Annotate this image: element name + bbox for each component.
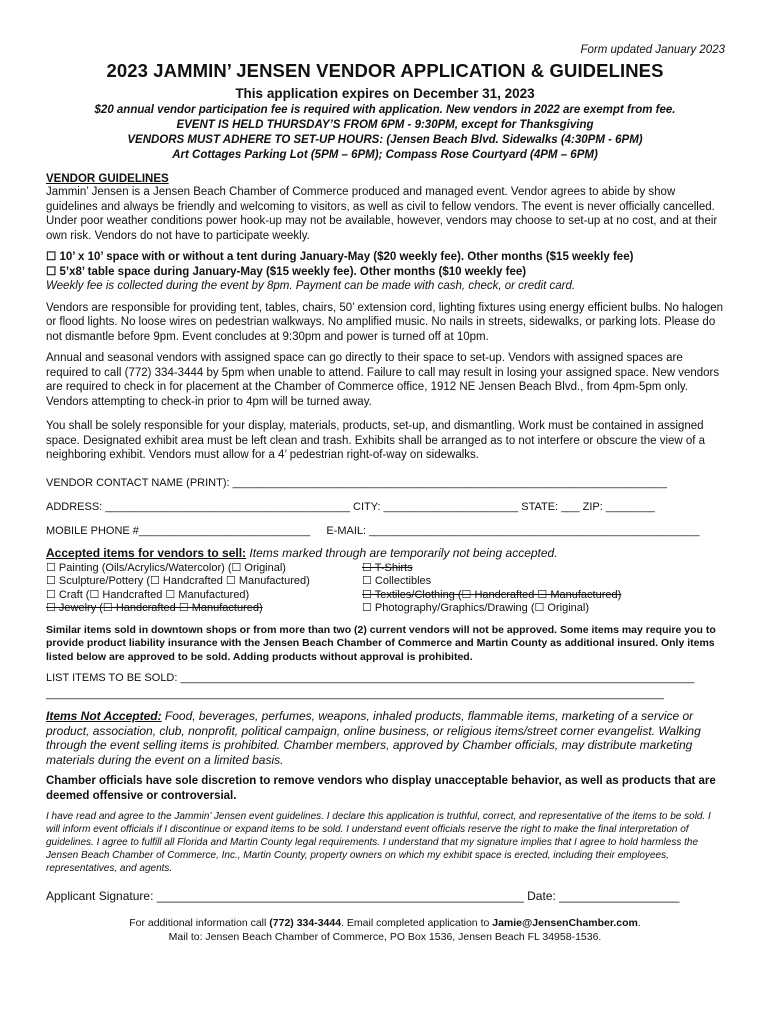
signature-date-field[interactable]: Date: __________________ (527, 889, 680, 904)
accepted-items-checklist (46, 562, 724, 616)
footer-end: . (637, 917, 641, 930)
setup-checkin-rules: Annual and seasonal vendors with assigned space can go directly to their space to set-up. Vendors with assigned spaces are required to call (772) 334-3444 by 5pm when unable to attend. Failure to call may result in losing your assigned space. New vendors are required to check in for placement at the Chamber of Commerce office, 1912 NE Jensen Beach Blvd., from 4pm-5pm only. Vendors attempting to check-in prior to 4pm will be turned away. (46, 352, 720, 408)
vendor-responsibilities: Vendors are responsible for providing tent, tables, chairs, 50’ extension cord, lighting fixtures using energy efficient bulbs. No halogen or flood lights. No loose wires on pedestrian walkways. No amplified music. No nails in streets, sidewalks, or parking lots. Please do not dismantle before 9pm. Event concludes at 9:30pm and power is turned off at 10pm. (46, 301, 723, 343)
fee-note: Weekly fee is collected during the event by 8pm. Payment can be made with cash, check, or credit card. (46, 280, 576, 292)
guidelines-intro: Jammin’ Jensen is a Jensen Beach Chamber of Commerce produced and managed event. Vendor agrees to abide by show guidelines and always be friendly and welcoming to visitors, as well as civil to fellow vendors. The event is never officially cancelled. Under poor weather conditions power hook-up may not be available, however, vendors may choose to set-up at no cost, and at their own risk. Vendors do not have to participate weekly. (46, 186, 718, 242)
item-jewelry-checkbox: ☐ Jewelry (☐ Handcrafted ☐ Manufactured) (46, 602, 263, 615)
event-info (46, 103, 724, 163)
email-field[interactable]: E-MAIL: ______________________________________________________ (326, 524, 700, 537)
footer-email-link[interactable]: Jamie@JensenChamber.com (492, 917, 638, 930)
accepted-items-column-1 (46, 562, 362, 616)
mobile-phone-field[interactable]: MOBILE PHONE #____________________________ (46, 524, 311, 537)
items-not-accepted-title: Items Not Accepted: (46, 709, 162, 724)
item-photography-checkbox[interactable]: ☐ Photography/Graphics/Drawing (☐ Original) (362, 602, 589, 615)
item-craft-checkbox[interactable]: ☐ Craft (☐ Handcrafted ☐ Manufactured) (46, 588, 250, 601)
phone-email-row (46, 525, 724, 537)
contact-name-field[interactable]: VENDOR CONTACT NAME (PRINT): _______________________________________________________________________ (46, 476, 667, 489)
form-updated-date: Form updated January 2023 (580, 44, 725, 56)
list-items-field-line-2[interactable]: _____________________________________________________________________________________________________ (46, 688, 664, 701)
item-tshirts-checkbox: ☐ T-Shirts (362, 561, 413, 574)
info-line: $20 annual vendor participation fee is required with application. New vendors in 2022 are exempt from fee. (94, 104, 676, 116)
item-sculpture-checkbox[interactable]: ☐ Sculpture/Pottery (☐ Handcrafted ☐ Manufactured) (46, 575, 310, 588)
document-title: 2023 JAMMIN’ JENSEN VENDOR APPLICATION & GUIDELINES (106, 60, 664, 81)
accepted-items-note: Items marked through are temporarily not being accepted. (246, 545, 558, 560)
space-option-10x10[interactable]: ☐ 10’ x 10’ space with or without a tent during January-May ($20 weekly fee). Other months ($15 weekly fee) (46, 251, 634, 263)
footer-phone: (772) 334-3444 (269, 917, 342, 930)
item-collectibles-checkbox[interactable]: ☐ Collectibles (362, 575, 432, 588)
accepted-items-title: Accepted items for vendors to sell: (46, 545, 247, 560)
info-line: EVENT IS HELD THURSDAY’S FROM 6PM - 9:30PM, except for Thanksgiving (176, 119, 594, 131)
footer (46, 917, 724, 944)
info-line: VENDORS MUST ADHERE TO SET-UP HOURS: (Jensen Beach Blvd. Sidewalks (4:30PM - 6PM) (127, 134, 643, 146)
footer-mail-address: Mail to: Jensen Beach Chamber of Commerce, PO Box 1536, Jensen Beach FL 34958-1536. (168, 930, 602, 943)
item-textiles-checkbox: ☐ Textiles/Clothing (☐ Handcrafted ☐ Manufactured) (362, 588, 622, 601)
footer-contact-line (46, 917, 724, 931)
applicant-signature-field[interactable]: Applicant Signature: _______________________________________________________ (46, 889, 524, 904)
expiration-notice: This application expires on December 31, 2023 (235, 86, 535, 101)
similar-items-notice: Similar items sold in downtown shops or from more than two (2) current vendors will not be approved. Some items may require you to provide product liability insurance with the Jensen Beach Chamber of Commerce and Martin County as additional insured. Only items listed below are approved to be sold. Adding products without approval is prohibited. (46, 623, 716, 663)
agreement-statement: I have read and agree to the Jammin’ Jensen event guidelines. I declare this application is truthful, correct, and representative of the items to be sold. I will inform event officials if I discontinue or expand items to be sold. I understand event officials reserve the right to make the final interpretation of guidelines. I agree to fulfill all Florida and Martin County legal requirements. I understand that my signature implies that I agree to hold harmless the Jensen Beach Chamber of Commerce, Inc., Martin County, property owners on which my exhibit space is erected, including their employees, representatives, and agents. (46, 811, 711, 874)
space-option-5x8[interactable]: ☐ 5’x8’ table space during January-May ($15 weekly fee). Other months ($10 weekly fee) (46, 265, 527, 278)
info-line: Art Cottages Parking Lot (5PM – 6PM); Compass Rose Courtyard (4PM – 6PM) (172, 149, 598, 161)
chamber-discretion-notice: Chamber officials have sole discretion to remove vendors who display unacceptable behavior, as well as products that are deemed offensive or controversial. (46, 775, 716, 802)
address-field[interactable]: ADDRESS: ________________________________________ CITY: ______________________ STATE: ___ ZIP: ________ (46, 500, 655, 513)
items-not-accepted-text: Food, beverages, perfumes, weapons, inhaled products, flammable items, marketing of a service or product, association, club, nonprofit, political campaign, online business, or religious items/street corner evangelist. Walking through the event selling items is prohibited. Chamber members, approved by Chamber officials, may distribute marketing materials during the event on a limited basis. (46, 709, 701, 767)
accepted-items-column-2 (362, 562, 724, 616)
items-not-accepted (46, 709, 724, 767)
footer-call-text: For additional information call (129, 917, 270, 930)
accepted-items-heading (46, 546, 724, 560)
list-items-field[interactable]: LIST ITEMS TO BE SOLD: ____________________________________________________________________________________ (46, 672, 695, 685)
display-rules: You shall be solely responsible for your display, materials, products, set-up, and dismantling. Work must be contained in assigned space. Designated exhibit area must be left clean and trash. Exhibits shall be arranged as to not interfere or obscure the view of a neighboring exhibit. Vendors must allow for a 4’ pedestrian right-of-way on sidewalks. (46, 420, 706, 461)
footer-email-text: . Email completed application to (341, 917, 493, 930)
item-painting-checkbox[interactable]: ☐ Painting (Oils/Acrylics/Watercolor) (☐ Original) (46, 561, 286, 574)
signature-row (46, 889, 724, 903)
guidelines-heading: VENDOR GUIDELINES (46, 173, 169, 185)
